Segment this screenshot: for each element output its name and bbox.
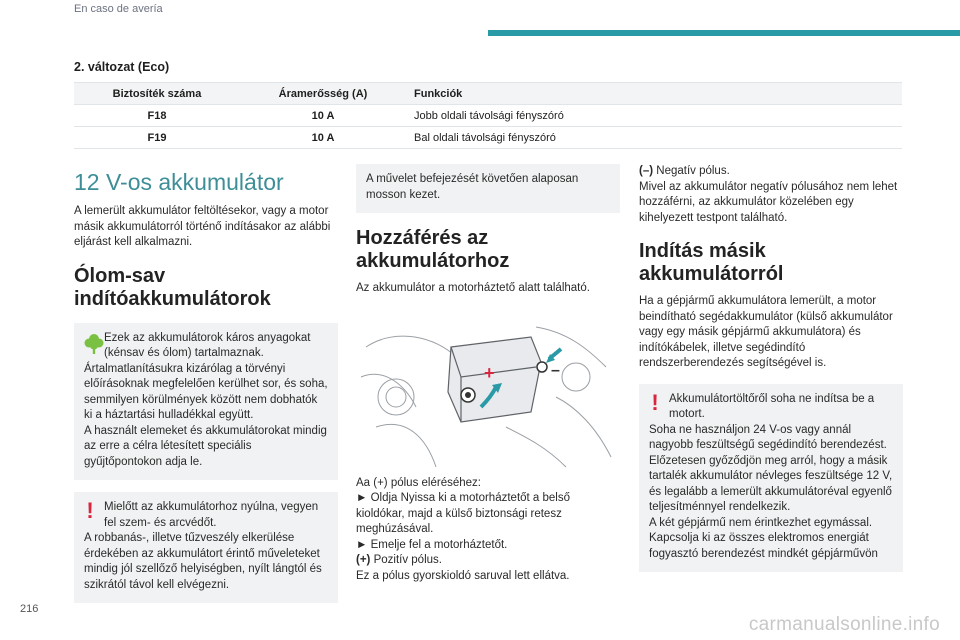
table-cell: F19 [74,127,240,149]
warning-box [74,492,338,603]
eco-note-line: A használt elemeket és akkumulátorokat mindig az erre a célra létesített speciális gyűjtőpontokon adja le. [84,424,327,468]
access-step: Ez a pólus gyorskioldó saruval lett ellátva. [356,569,570,582]
minus-terminal-label: – [551,361,560,379]
eco-note-box [74,323,338,481]
table-row [74,127,902,149]
warning-exclamation-icon: ! [86,498,94,523]
table-cell: F18 [74,105,240,127]
warning-line: Akkumulátortöltőről soha ne indítsa be a motort. [669,392,875,420]
negative-terminal-desc: Mivel az akkumulátor negatív pólusához nem lehet hozzáférni, az akkumulátor közelében egy kihelyezett testpont található. [639,180,898,224]
battery-title: 12 V-os akkumulátor [74,169,284,195]
negative-terminal-line [639,164,903,180]
positive-text: Pozitív pólus. [370,554,442,566]
column-middle [356,164,620,584]
section-heading: 2. változat (Eco) [74,60,170,74]
warning-line: A robbanás-, illetve tűzveszély elkerülése érdekében az akkumulátort érintő műveleteket mindig jól szellőző helyiségben, nyílt lángtól és szikrától távol kell elvégezni. [84,532,322,591]
warning-exclamation-icon: ! [651,389,659,415]
access-step: ► Oldja Nyissa ki a motorháztetőt a belső kioldókar, majd a külső biztonsági retesz meghúzásával. [356,492,571,535]
recycle-tree-icon [84,332,104,360]
table-cell: Bal oldali távolsági fényszóró [406,127,902,149]
footer-watermark: carmanualsonline.info [748,614,940,635]
jump-start-intro: Ha a gépjármű akkumulátora lemerült, a motor beindítható segédakkumulátor (külső akkumulátor vagy egy másik gépjármű akkumulátora) és indítókábelek, illetve segédindító rendszerberendezés segítségével is. [639,295,893,369]
table-header-row [74,83,902,105]
jump-start-title: Indítás másik akkumulátorról [639,240,784,285]
fuse-table [74,82,902,149]
positive-symbol: (+) [356,554,371,566]
access-intro: Az akkumulátor a motorháztető alatt található. [356,282,590,294]
table-header: Funkciók [406,83,902,105]
table-header: Biztosíték száma [74,83,240,105]
table-row [74,105,902,127]
note-box [356,164,620,213]
note-text: A művelet befejezését követően alaposan mosson kezet. [366,173,579,201]
table-cell: 10 A [240,127,406,149]
battery-intro: A lemerült akkumulátor feltöltésekor, vagy a motor másik akkumulátorról történő indításakor az alábbi eljárást kell alkalmazni. [74,205,331,248]
negative-symbol: (–) [639,165,654,177]
access-step: Aa (+) pólus eléréséhez: [356,476,481,489]
table-header: Áramerősség (A) [240,83,406,105]
eco-note-line: Ezek az akkumulátorok káros anyagokat (kénsav és ólom) tartalmaznak. [104,331,311,359]
warning-line: A két gépjármű nem érintkezhet egymással. [649,516,873,529]
page-number: 216 [20,603,39,615]
access-title: Hozzáférés az akkumulátorhoz [356,227,510,272]
column-right [639,164,903,572]
table-cell: 10 A [240,105,406,127]
eco-note-line: Ártalmatlanításukra kizárólag a törvényi előírásoknak megfelelően kerülhet sor, és soha, semmilyen körülmények között nem dobhatók ki a háztartási hulladékkal együtt. [84,362,328,421]
engine-bay-illustration [356,307,620,470]
table-cell: Jobb oldali távolsági fényszóró [406,105,902,127]
negative-text: Negatív pólus. [653,165,730,177]
warning-box [639,384,903,573]
column-left [74,164,338,603]
warning-line: Előzetesen győződjön meg arról, hogy a másik tartalék akkumulátor névleges feszültsége 12 V, és legalább a lemerült akkumulátoréval egyenlő teljesítménnyel rendelkezik. [649,454,893,513]
header-accent-bar [488,30,960,36]
warning-line: Soha ne használjon 24 V-os vagy annál nagyobb feszültségű segédindító berendezést. [649,423,887,451]
access-step: ► Emelje fel a motorháztetőt. [356,538,508,551]
positive-terminal-line [356,553,620,569]
warning-line: Mielőtt az akkumulátorhoz nyúlna, vegyen fel szem- és arcvédőt. [104,501,319,529]
warning-line: Kapcsolja ki az összes elektromos energiát fogyasztó berendezést mindkét gépjárművön [649,532,878,560]
lead-acid-title: Ólom-sav indítóakkumulátorok [74,264,271,310]
plus-terminal-label: + [484,362,495,383]
chapter-title: En caso de avería [74,3,163,15]
